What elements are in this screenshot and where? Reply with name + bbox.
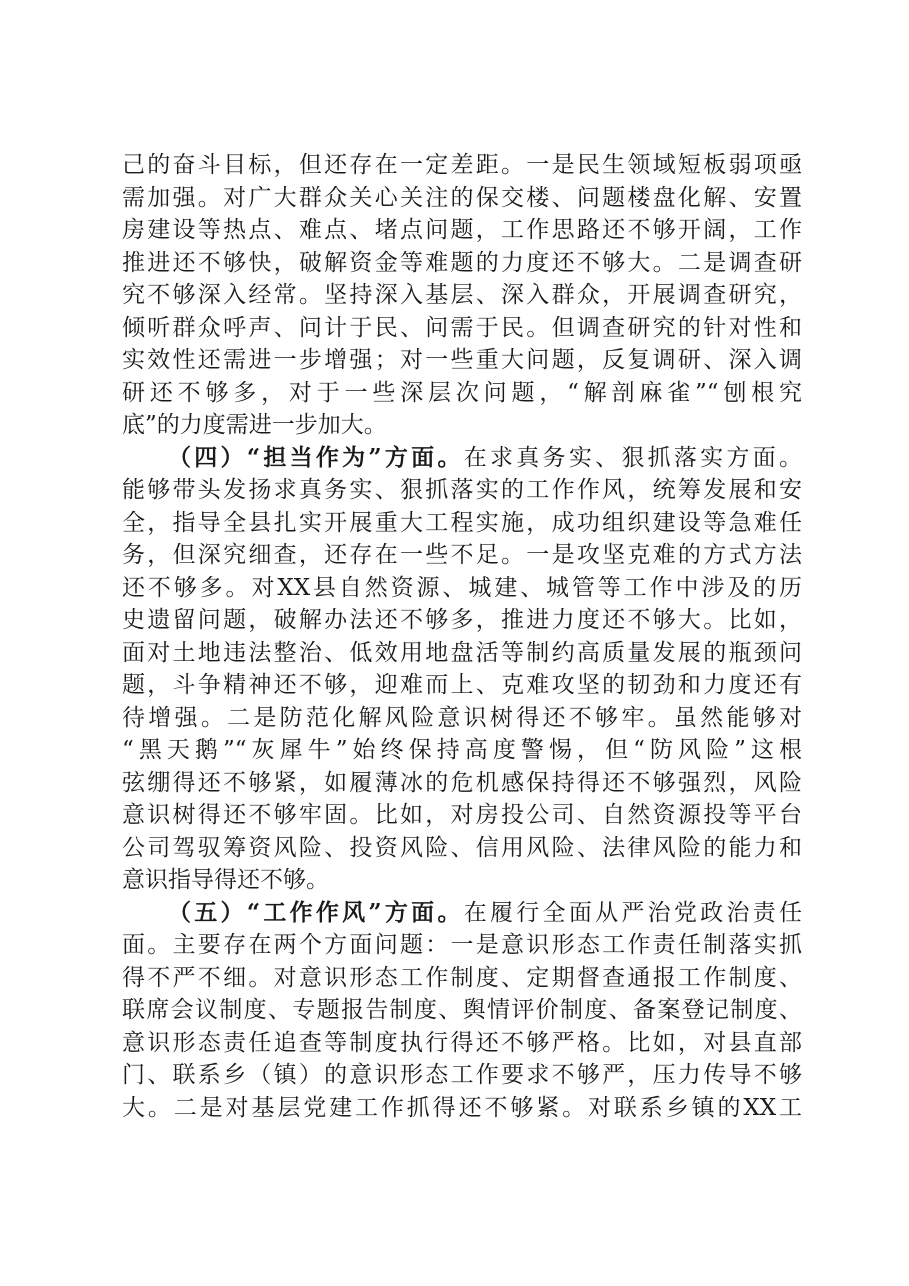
body-text: “黑天鹅”“灰犀牛”始终保持高度警惕，但“防风险”这根 (122, 737, 802, 763)
paragraph (122, 897, 802, 1125)
body-text: 意识形态责任追查等制度执行得还不够严格。比如，对县直部 (122, 1029, 802, 1056)
text-line (122, 539, 802, 572)
text-line (122, 442, 802, 475)
text-line (122, 312, 802, 345)
body-text: 研还不够多，对于一些深层次问题，“解剖麻雀”“刨根究 (122, 379, 802, 406)
section-heading: （四）“担当作为”方面。 (168, 443, 464, 471)
text-line (122, 344, 802, 377)
body-text: 大。二是对基层党建工作抓得还不够紧。对联系乡镇的XX工 (122, 1094, 802, 1121)
text-line (122, 377, 802, 410)
body-text: 己的奋斗目标，但还存在一定差距。一是民生领域短板弱项亟 (122, 152, 802, 178)
body-text: 待增强。二是防范化解风险意识树得还不够牢。虽然能够对 (122, 704, 802, 731)
body-text: 在履行全面从严治党政治责任 (463, 899, 803, 926)
body-text: 史遗留问题，破解办法还不够多，推进力度还不够大。比如， (122, 607, 802, 633)
text-line (122, 962, 802, 995)
text-line (122, 604, 802, 637)
paragraph (122, 149, 802, 442)
text-line (122, 1027, 802, 1060)
body-text: 务，但深究细查，还存在一些不足。一是攻坚克难的方式方法 (122, 542, 802, 568)
document-body (122, 149, 802, 1124)
text-line (122, 572, 802, 605)
body-text: 面。主要存在两个方面问题：一是意识形态工作责任制落实抓 (122, 932, 802, 958)
body-text: 在求真务实、狠抓落实方面。 (463, 444, 803, 471)
text-line (122, 702, 802, 735)
text-line (122, 832, 802, 865)
text-line (122, 929, 802, 962)
text-line (122, 767, 802, 800)
text-line (122, 637, 802, 670)
text-line (122, 897, 802, 930)
text-line (122, 409, 802, 442)
body-text: 推进还不够快，破解资金等难题的力度还不够大。二是调查研 (122, 249, 802, 276)
body-text: 全，指导全县扎实开展重大工程实施，成功组织建设等急难任 (122, 509, 802, 536)
text-line (122, 182, 802, 215)
body-text: 得不严不细。对意识形态工作制度、定期督查通报工作制度、 (122, 964, 802, 991)
text-line (122, 474, 802, 507)
body-text: 面对土地违法整治、低效用地盘活等制约高质量发展的瓶颈问 (122, 639, 802, 666)
body-text: 倾听群众呼声、问计于民、问需于民。但调查研究的针对性和 (122, 314, 802, 341)
body-text: 能够带头发扬求真务实、狠抓落实的工作作风，统筹发展和安 (122, 477, 802, 503)
text-line (122, 1059, 802, 1092)
text-line (122, 279, 802, 312)
body-text: 需加强。对广大群众关心关注的保交楼、问题楼盘化解、安置 (122, 184, 802, 211)
body-text: 意识树得还不够牢固。比如，对房投公司、自然资源投等平台 (122, 802, 802, 828)
text-line (122, 734, 802, 767)
text-line (122, 507, 802, 540)
text-line (122, 669, 802, 702)
body-text: 实效性还需进一步增强；对一些重大问题，反复调研、深入调 (122, 347, 802, 373)
text-line (122, 1092, 802, 1125)
body-text: 还不够多。对XX县自然资源、城建、城管等工作中涉及的历 (122, 574, 802, 601)
body-text: 究不够深入经常。坚持深入基层、深入群众，开展调查研究， (122, 282, 802, 308)
text-line (122, 247, 802, 280)
text-line (122, 214, 802, 247)
text-line (122, 994, 802, 1027)
body-text: 意识指导得还不够。 (122, 867, 329, 893)
section-heading: （五）“工作作风”方面。 (168, 898, 464, 926)
body-text: 公司驾驭筹资风险、投资风险、信用风险、法律风险的能力和 (122, 834, 802, 861)
body-text: 门、联系乡（镇）的意识形态工作要求不够严，压力传导不够 (122, 1062, 802, 1088)
body-text: 底”的力度需进一步加大。 (122, 412, 387, 438)
paragraph (122, 442, 802, 897)
text-line (122, 799, 802, 832)
text-line (122, 864, 802, 897)
body-text: 联席会议制度、专题报告制度、舆情评价制度、备案登记制度、 (122, 997, 802, 1023)
body-text: 题，斗争精神还不够，迎难而上、克难攻坚的韧劲和力度还有 (122, 672, 802, 698)
body-text: 房建设等热点、难点、堵点问题，工作思路还不够开阔，工作 (122, 217, 802, 243)
body-text: 弦绷得还不够紧，如履薄冰的危机感保持得还不够强烈，风险 (122, 769, 802, 796)
text-line (122, 149, 802, 182)
